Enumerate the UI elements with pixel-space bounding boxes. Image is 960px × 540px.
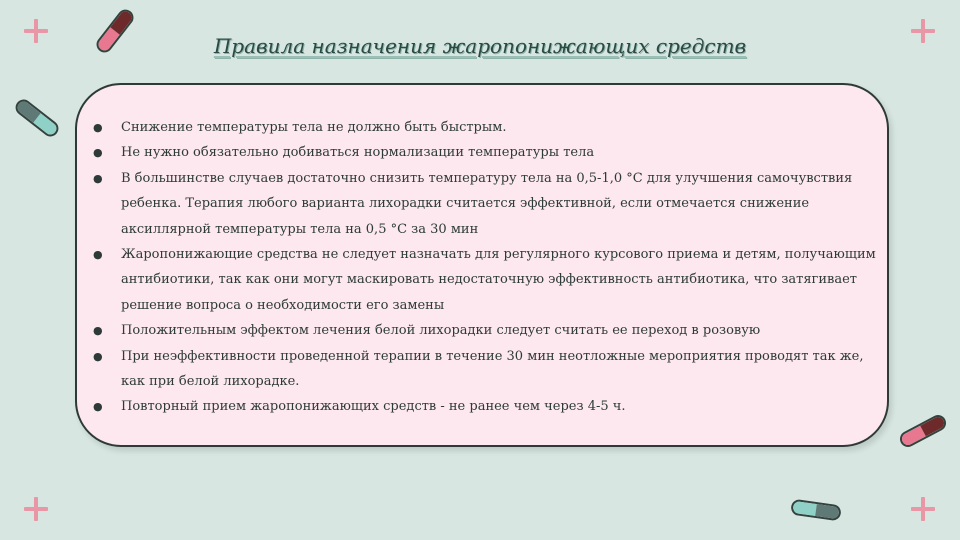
content-card	[75, 83, 889, 447]
list-item-text: Положительным эффектом лечения белой лихорадки следует считать ее переход в розовую	[121, 323, 761, 339]
pill-icon-right	[897, 412, 949, 450]
bullet-icon: ●	[93, 324, 103, 338]
list-item	[91, 115, 881, 140]
pill-half	[792, 501, 816, 516]
pill-icon-left	[12, 96, 61, 139]
list-item-text: Повторный прием жаропонижающих средств - не ранее чем через 4-5 ч.	[121, 399, 626, 415]
bullet-icon: ●	[93, 248, 103, 262]
pill-icon-bottom	[790, 499, 842, 522]
list-item	[91, 344, 881, 395]
list-item	[91, 140, 881, 165]
bullet-icon: ●	[93, 400, 103, 414]
plus-icon-bottom-left	[24, 497, 48, 521]
list-item-text: При неэффективности проведенной терапии в течение 30 мин неотложные мероприятия проводят так же, как при белой лихорадке.	[121, 348, 864, 390]
list-item-text: Жаропонижающие средства не следует назначать для регулярного курсового приема и детям, получающим антибиотики, так как они могут маскировать недостаточную эффективность антибиотика, что затягивает решение вопроса о необходимости его замены	[121, 247, 876, 313]
rules-list	[91, 115, 881, 420]
list-item-text: В большинстве случаев достаточно снизить температуру тела на 0,5-1,0 °С для улучшения самочувствия ребенка. Терапия любого варианта лихорадки считается эффективной, если отмечается снижение аксиллярной температуры тела на 0,5 °С за 30 мин	[121, 170, 853, 237]
pill-half	[920, 415, 946, 436]
list-item-text: Снижение температуры тела не должно быть быстрым.	[121, 120, 507, 135]
pill-half	[815, 504, 839, 519]
bullet-icon: ●	[93, 121, 103, 134]
bullet-icon: ●	[93, 171, 103, 185]
slide-title: Правила назначения жаропонижающих средств	[213, 34, 747, 58]
list-item	[91, 318, 881, 343]
plus-icon-bottom-right	[911, 497, 935, 521]
bullet-icon: ●	[93, 146, 103, 160]
list-item	[91, 394, 881, 419]
list-item	[91, 166, 881, 242]
pill-half	[33, 113, 59, 137]
bullet-icon: ●	[93, 349, 103, 363]
list-item-text: Не нужно обязательно добиваться нормализации температуры тела	[121, 145, 595, 161]
list-item	[91, 242, 881, 318]
